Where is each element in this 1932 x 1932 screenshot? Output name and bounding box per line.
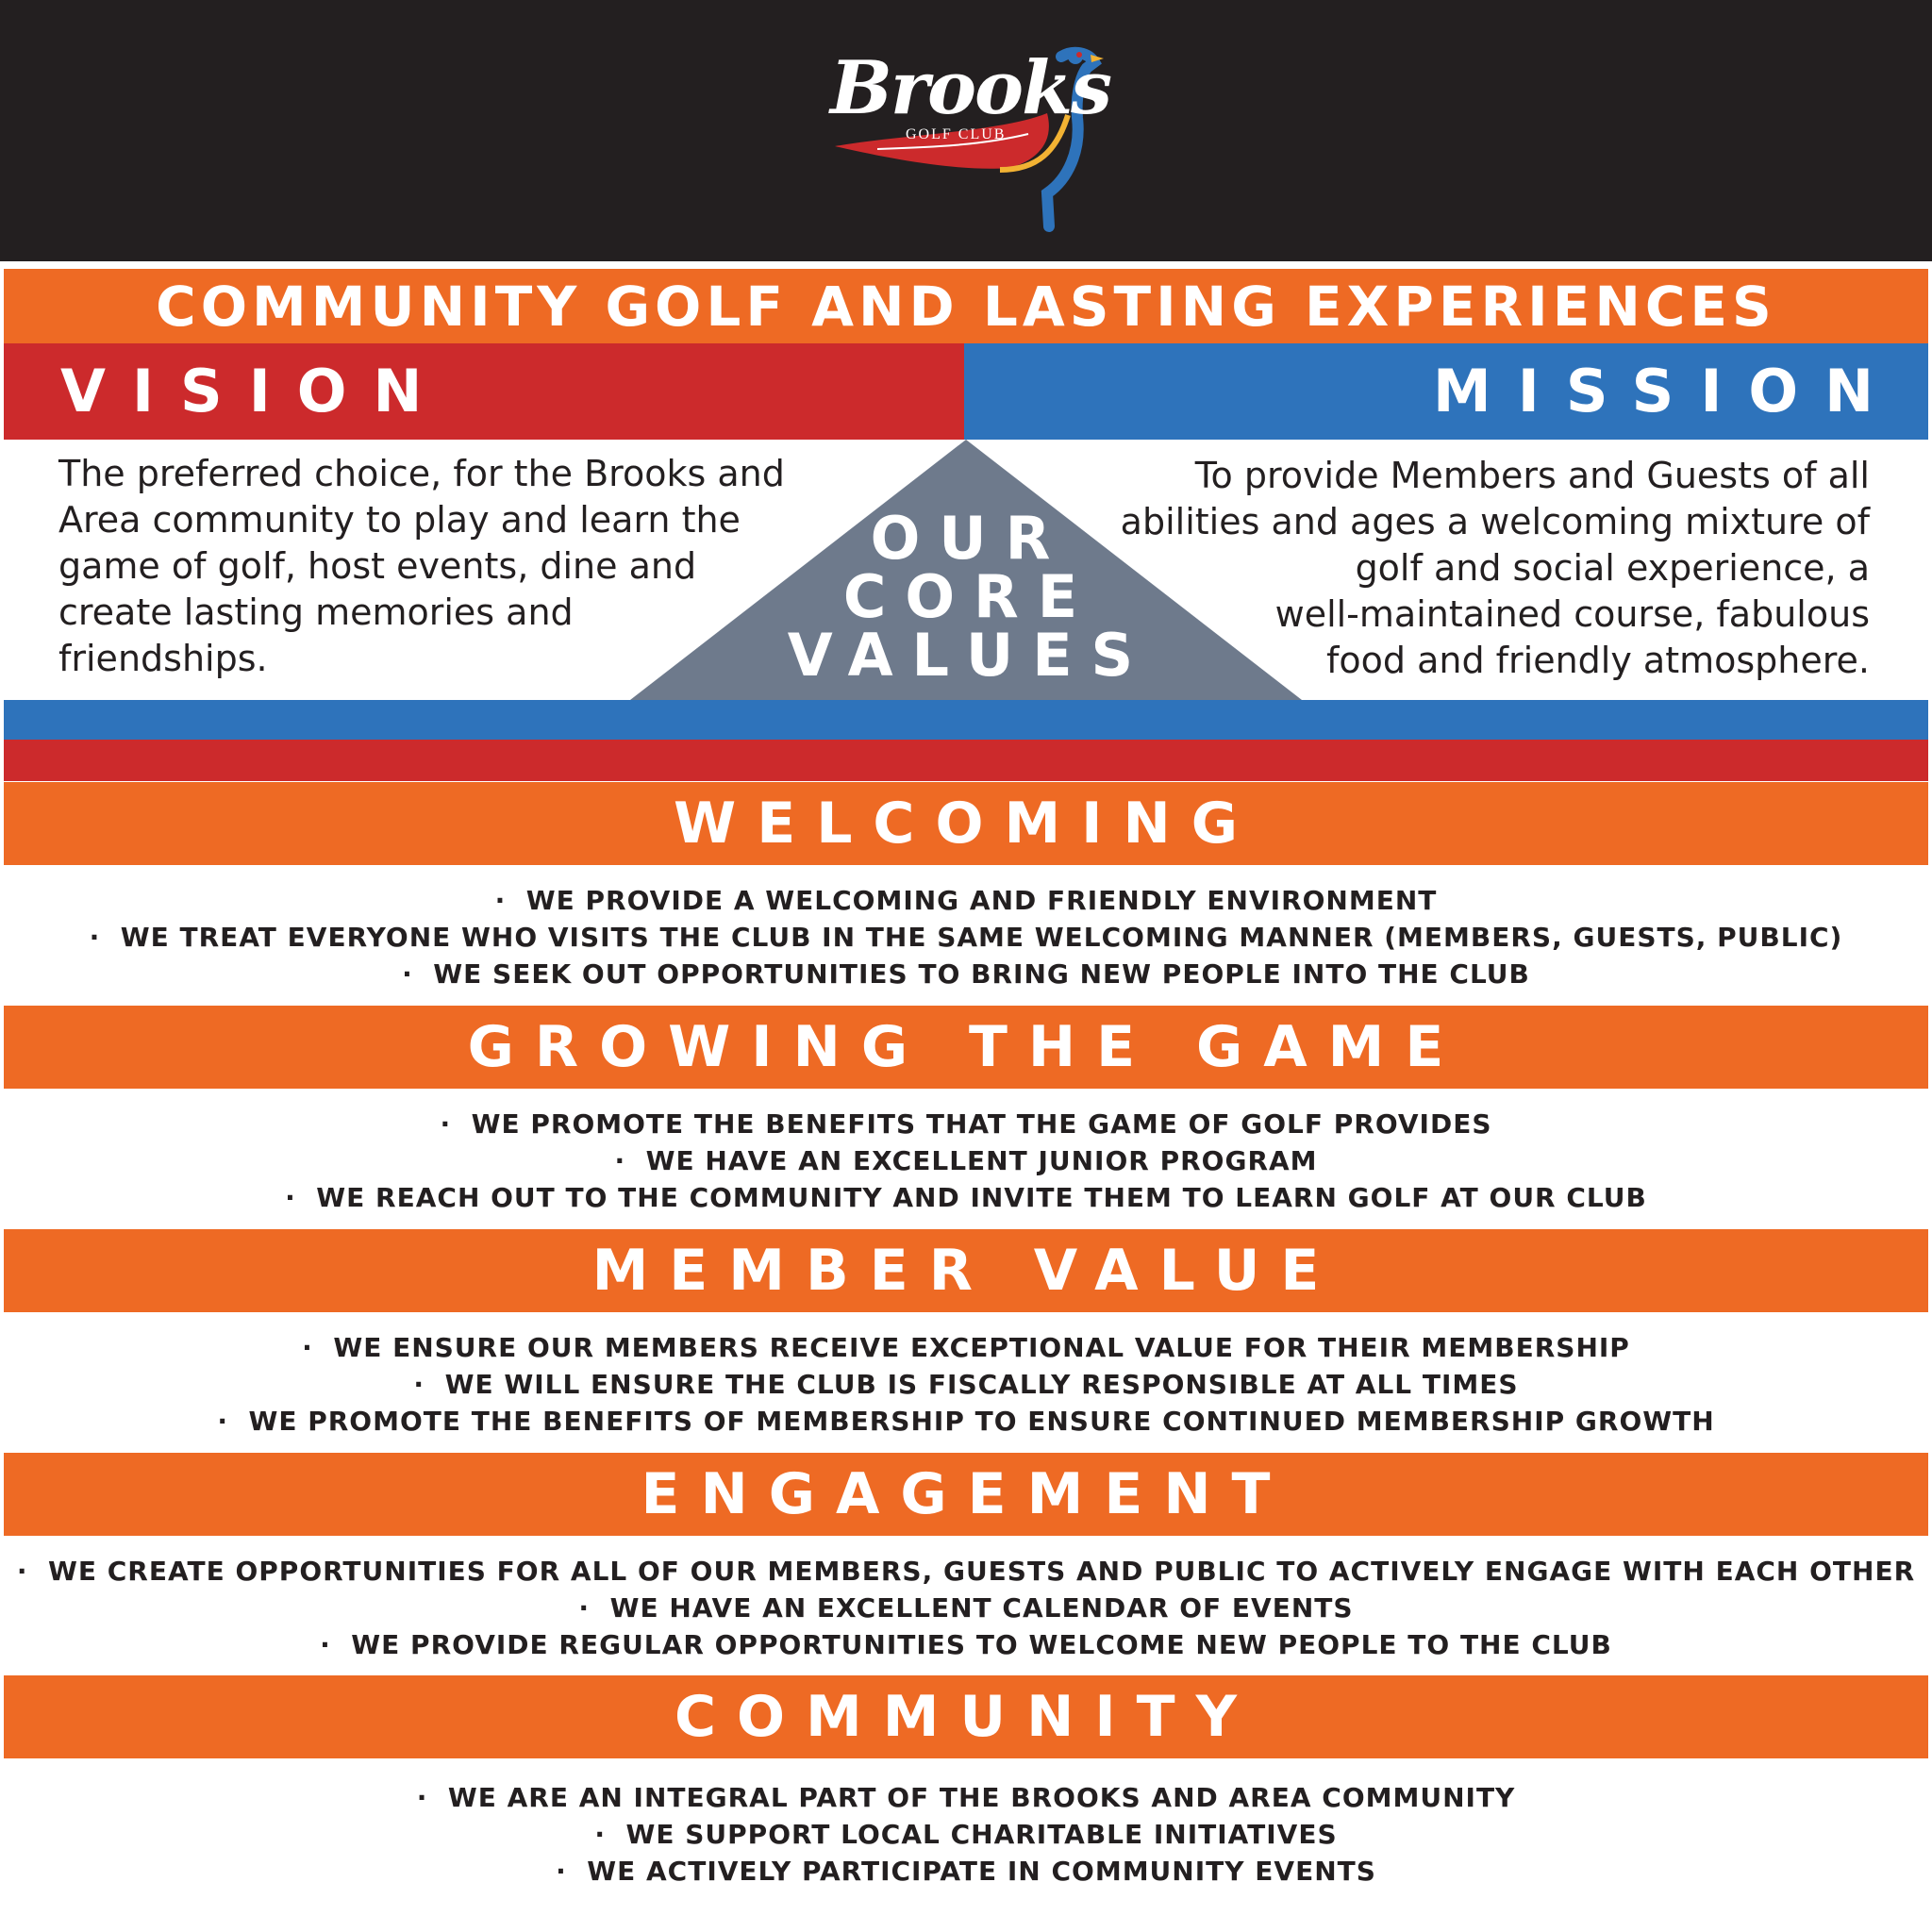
- value-bullets-growing-the-game: [0, 1106, 1932, 1216]
- mission-title: MISSION: [1433, 357, 1900, 425]
- bullet-item: · WE REACH OUT TO THE COMMUNITY AND INVITE THEM TO LEARN GOLF AT OUR CLUB: [0, 1179, 1932, 1216]
- header: [0, 0, 1932, 261]
- bullet-item: · WE CREATE OPPORTUNITIES FOR ALL OF OUR MEMBERS, GUESTS AND PUBLIC TO ACTIVELY ENGAGE WITH EACH OTHER: [0, 1553, 1932, 1590]
- mission-header: [964, 343, 1928, 440]
- bullet-item: · WE SEEK OUT OPPORTUNITIES TO BRING NEW PEOPLE INTO THE CLUB: [0, 956, 1932, 992]
- bullet-item: · WE TREAT EVERYONE WHO VISITS THE CLUB IN THE SAME WELCOMING MANNER (MEMBERS, GUESTS, PUBLIC): [0, 919, 1932, 956]
- vision-title: VISION: [60, 357, 449, 425]
- bullet-item: · WE SUPPORT LOCAL CHARITABLE INITIATIVES: [0, 1816, 1932, 1853]
- vision-line: create lasting memories and: [58, 591, 574, 633]
- vision-statement: [58, 451, 813, 682]
- logo-subtitle: GOLF CLUB: [906, 126, 1007, 142]
- brooks-logo: [821, 28, 1123, 236]
- bullet-item: · WE PROMOTE THE BENEFITS OF MEMBERSHIP TO ENSURE CONTINUED MEMBERSHIP GROWTH: [0, 1403, 1932, 1440]
- core-values-line: OUR: [870, 504, 1070, 573]
- tagline-banner: COMMUNITY GOLF AND LASTING EXPERIENCES: [4, 269, 1928, 343]
- vision-line: Area community to play and learn the: [58, 499, 741, 541]
- value-bullets-welcoming: [0, 882, 1932, 992]
- bullet-item: · WE HAVE AN EXCELLENT JUNIOR PROGRAM: [0, 1142, 1932, 1179]
- mission-statement: [1058, 453, 1870, 684]
- value-bullets-member-value: [0, 1329, 1932, 1440]
- vision-line: friendships.: [58, 638, 268, 679]
- bullet-item: · WE ENSURE OUR MEMBERS RECEIVE EXCEPTIONAL VALUE FOR THEIR MEMBERSHIP: [0, 1329, 1932, 1366]
- bullet-item: · WE PROVIDE REGULAR OPPORTUNITIES TO WELCOME NEW PEOPLE TO THE CLUB: [0, 1626, 1932, 1663]
- vision-header: [4, 343, 964, 440]
- value-title-welcoming: WELCOMING: [4, 782, 1928, 865]
- bullet-item: · WE ACTIVELY PARTICIPATE IN COMMUNITY EVENTS: [0, 1853, 1932, 1890]
- value-bullets-engagement: [0, 1553, 1932, 1663]
- bullet-item: · WE PROVIDE A WELCOMING AND FRIENDLY ENVIRONMENT: [0, 882, 1932, 919]
- mission-line: abilities and ages a welcoming mixture of: [1120, 501, 1870, 542]
- vision-line: The preferred choice, for the Brooks and: [58, 453, 785, 494]
- bullet-item: · WE HAVE AN EXCELLENT CALENDAR OF EVENTS: [0, 1590, 1932, 1626]
- bullet-item: · WE ARE AN INTEGRAL PART OF THE BROOKS AND AREA COMMUNITY: [0, 1779, 1932, 1816]
- value-title-member-value: MEMBER VALUE: [4, 1229, 1928, 1312]
- blue-divider-stripe: [4, 700, 1928, 740]
- bullet-item: · WE PROMOTE THE BENEFITS THAT THE GAME OF GOLF PROVIDES: [0, 1106, 1932, 1142]
- mission-line: To provide Members and Guests of all: [1194, 455, 1870, 496]
- value-bullets-community: [0, 1779, 1932, 1890]
- vision-line: game of golf, host events, dine and: [58, 545, 697, 587]
- bullet-item: · WE WILL ENSURE THE CLUB IS FISCALLY RESPONSIBLE AT ALL TIMES: [0, 1366, 1932, 1403]
- value-title-community: COMMUNITY: [4, 1675, 1928, 1758]
- mission-line: well-maintained course, fabulous: [1274, 593, 1870, 635]
- mission-line: golf and social experience, a: [1355, 547, 1870, 589]
- mission-line: food and friendly atmosphere.: [1326, 640, 1870, 681]
- core-values-line: VALUES: [787, 621, 1153, 690]
- core-values-line: CORE: [842, 562, 1097, 631]
- value-title-growing-the-game: GROWING THE GAME: [4, 1006, 1928, 1089]
- logo-wordmark: Brooks: [830, 45, 1111, 131]
- red-divider-stripe: [4, 740, 1928, 781]
- value-title-engagement: ENGAGEMENT: [4, 1453, 1928, 1536]
